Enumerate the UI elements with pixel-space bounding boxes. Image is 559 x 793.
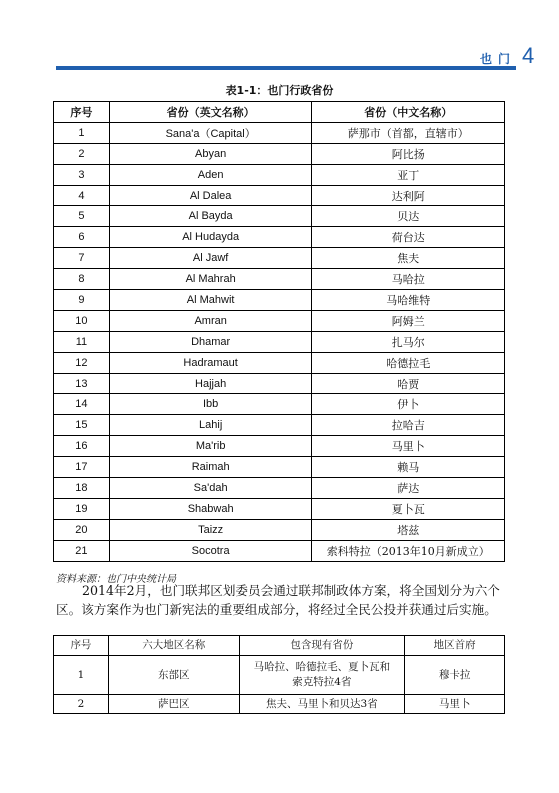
cell-chinese-name: 哈贾 — [312, 373, 505, 394]
table-row — [54, 656, 505, 695]
table-row — [54, 478, 505, 499]
table-row — [54, 143, 505, 164]
cell-number: 11 — [54, 331, 110, 352]
running-head-country: 也门 — [479, 52, 516, 66]
cell-number: 17 — [54, 457, 110, 478]
table-row — [54, 185, 505, 206]
cell-english-name: Sana'a（Capital） — [109, 122, 312, 143]
column-header-capital: 地区首府 — [405, 636, 505, 656]
table-row — [54, 394, 505, 415]
cell-chinese-name: 哈德拉毛 — [312, 352, 505, 373]
cell-chinese-name: 萨那市（首都，直辖市） — [312, 122, 505, 143]
cell-number: 4 — [54, 185, 110, 206]
table-row — [54, 415, 505, 436]
cell-chinese-name: 马哈维特 — [312, 290, 505, 311]
cell-chinese-name: 扎马尔 — [312, 331, 505, 352]
cell-number: 19 — [54, 498, 110, 519]
cell-number: 15 — [54, 415, 110, 436]
table-row — [54, 248, 505, 269]
table-row — [54, 227, 505, 248]
cell-english-name: Al Mahwit — [109, 290, 312, 311]
table-row — [54, 122, 505, 143]
cell-english-name: Dhamar — [109, 331, 312, 352]
column-header-number: 序号 — [54, 636, 109, 656]
table-row — [54, 695, 505, 714]
cell-english-name: Al Mahrah — [109, 269, 312, 290]
cell-capital: 马里卜 — [405, 695, 505, 714]
cell-number: 9 — [54, 290, 110, 311]
table-row — [54, 498, 505, 519]
cell-english-name: Amran — [109, 310, 312, 331]
provinces-table — [53, 101, 505, 562]
table-header-row — [54, 636, 505, 656]
cell-number: 20 — [54, 519, 110, 540]
cell-english-name: Socotra — [109, 540, 312, 561]
cell-english-name: Al Hudayda — [109, 227, 312, 248]
table-caption: 表1-1：也门行政省份 — [225, 84, 334, 97]
column-header-number: 序号 — [54, 102, 110, 123]
cell-number: 1 — [54, 122, 110, 143]
cell-english-name: Abyan — [109, 143, 312, 164]
cell-number: 3 — [54, 164, 110, 185]
cell-chinese-name: 索科特拉（2013年10月新成立） — [312, 540, 505, 561]
cell-english-name: Al Jawf — [109, 248, 312, 269]
cell-provinces: 焦夫、马里卜和贝达3省 — [239, 695, 405, 714]
cell-english-name: Shabwah — [109, 498, 312, 519]
cell-english-name: Hadramaut — [109, 352, 312, 373]
cell-number: 2 — [54, 143, 110, 164]
cell-number: 7 — [54, 248, 110, 269]
table-row — [54, 164, 505, 185]
cell-chinese-name: 荷台达 — [312, 227, 505, 248]
cell-number: 18 — [54, 478, 110, 499]
provinces-table-body — [54, 122, 505, 561]
cell-chinese-name: 夏卜瓦 — [312, 498, 505, 519]
cell-english-name: Ma'rib — [109, 436, 312, 457]
cell-chinese-name: 赖马 — [312, 457, 505, 478]
table-row — [54, 269, 505, 290]
cell-english-name: Aden — [109, 164, 312, 185]
cell-chinese-name: 贝达 — [312, 206, 505, 227]
cell-region: 萨巴区 — [108, 695, 239, 714]
cell-number: 2 — [54, 695, 109, 714]
cell-english-name: Sa'dah — [109, 478, 312, 499]
cell-region: 东部区 — [108, 656, 239, 695]
page-number: 4 — [522, 43, 535, 68]
table-row — [54, 519, 505, 540]
cell-english-name: Al Dalea — [109, 185, 312, 206]
cell-capital: 穆卡拉 — [405, 656, 505, 695]
cell-chinese-name: 拉哈吉 — [312, 415, 505, 436]
cell-english-name: Raimah — [109, 457, 312, 478]
table-row — [54, 310, 505, 331]
table-row — [54, 290, 505, 311]
cell-chinese-name: 焦夫 — [312, 248, 505, 269]
cell-chinese-name: 达利阿 — [312, 185, 505, 206]
cell-chinese-name: 塔兹 — [312, 519, 505, 540]
cell-english-name: Taizz — [109, 519, 312, 540]
table-row — [54, 206, 505, 227]
cell-number: 16 — [54, 436, 110, 457]
cell-number: 6 — [54, 227, 110, 248]
cell-provinces: 马哈拉、哈德拉毛、夏卜瓦和索克特拉4省 — [239, 656, 405, 695]
data-source-note: 资料来源：也门中央统计局 — [56, 574, 176, 585]
cell-english-name: Ibb — [109, 394, 312, 415]
column-header-provinces: 包含现有省份 — [239, 636, 405, 656]
cell-chinese-name: 马哈拉 — [312, 269, 505, 290]
header-rule — [56, 66, 516, 70]
cell-english-name: Al Bayda — [109, 206, 312, 227]
cell-number: 10 — [54, 310, 110, 331]
table-header-row — [54, 102, 505, 123]
cell-number: 13 — [54, 373, 110, 394]
table-row — [54, 540, 505, 561]
table-row — [54, 373, 505, 394]
cell-number: 8 — [54, 269, 110, 290]
cell-chinese-name: 阿比扬 — [312, 143, 505, 164]
cell-number: 12 — [54, 352, 110, 373]
cell-chinese-name: 马里卜 — [312, 436, 505, 457]
page-header — [56, 40, 535, 70]
cell-number: 1 — [54, 656, 109, 695]
column-header-chinese: 省份（中文名称） — [312, 102, 505, 123]
table-row — [54, 331, 505, 352]
regions-table — [53, 635, 505, 714]
cell-english-name: Hajjah — [109, 373, 312, 394]
column-header-region: 六大地区名称 — [108, 636, 239, 656]
cell-english-name: Lahij — [109, 415, 312, 436]
cell-number: 5 — [54, 206, 110, 227]
table-row — [54, 457, 505, 478]
cell-chinese-name: 伊卜 — [312, 394, 505, 415]
cell-number: 14 — [54, 394, 110, 415]
table-row — [54, 352, 505, 373]
table-row — [54, 436, 505, 457]
body-paragraph: 2014年2月，也门联邦区划委员会通过联邦制政体方案，将全国划分为六个区。该方案作为也门新宪法的重要组成部分，将经过全民公投并获通过后实施。 — [56, 583, 500, 617]
column-header-english: 省份（英文名称） — [109, 102, 312, 123]
cell-chinese-name: 亚丁 — [312, 164, 505, 185]
cell-chinese-name: 萨达 — [312, 478, 505, 499]
cell-number: 21 — [54, 540, 110, 561]
cell-chinese-name: 阿姆兰 — [312, 310, 505, 331]
